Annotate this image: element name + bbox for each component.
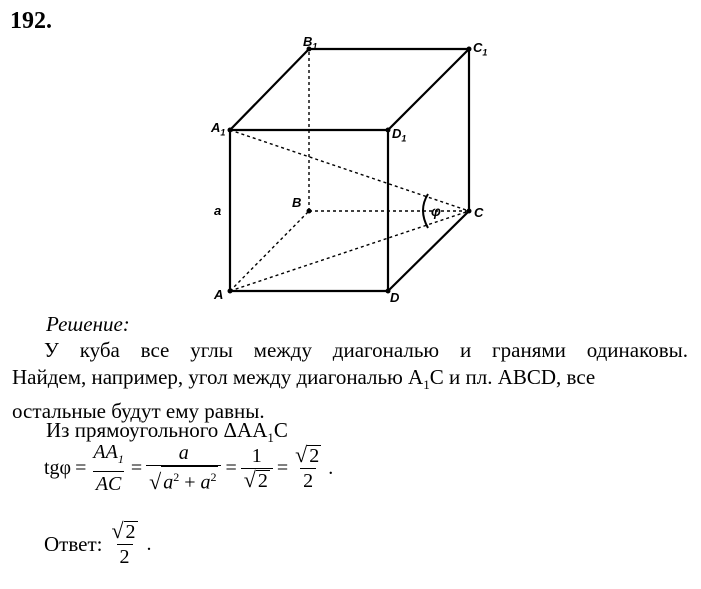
diagonal-a-c bbox=[230, 211, 469, 291]
solution-line-1: У куба все углы между диагональю и гранями одинаковы. bbox=[44, 338, 688, 362]
solution-line-2: Найдем, например, угол между диагональю $A_1C$ и пл. ABCD, все bbox=[12, 365, 596, 393]
fraction-aa1-over-ac: $\frac{AA_1}{AC}$ bbox=[93, 441, 124, 495]
vertex-label-a: A bbox=[214, 287, 224, 302]
vertex-label-b: B bbox=[292, 195, 302, 210]
vertex-label-d: D bbox=[390, 290, 400, 305]
triangle-line: Из прямоугольного $\Delta AA_1C$ bbox=[46, 418, 288, 446]
answer-label: Ответ: bbox=[44, 532, 103, 556]
angle-label-phi: φ bbox=[431, 203, 441, 219]
solution-heading: Решение: bbox=[46, 312, 130, 336]
answer-fraction: √ 2 2 bbox=[111, 518, 136, 568]
edge-label-a: a bbox=[214, 203, 222, 218]
edge-a1-b1 bbox=[230, 49, 309, 130]
vertex-label-c1: $C_1$ bbox=[473, 40, 488, 58]
solution-line-3: остальные будут ему равны. bbox=[12, 399, 265, 424]
edge-d1-c1 bbox=[388, 49, 469, 130]
fraction-a-over-sqrt: a √ $a^2 + a^2$ bbox=[146, 441, 221, 495]
formula-lhs: tgφ bbox=[44, 456, 72, 479]
tangent-formula: tgφ = $\frac{AA_1}{AC}$ = a √ $a^2 + a^2$ = 1 √ 2 = √ 2 2 . bbox=[44, 441, 334, 495]
vertex-label-d1: $D_1$ bbox=[392, 126, 407, 144]
vertex-label-a1: $A_1$ bbox=[211, 120, 226, 138]
solution-text bbox=[12, 337, 688, 425]
edge-d-c bbox=[388, 211, 469, 291]
problem-number: 192. bbox=[10, 8, 52, 34]
edge-a-b bbox=[230, 211, 309, 291]
answer: Ответ: √ 2 2 . bbox=[44, 518, 152, 568]
fraction-sqrt2-over-2: √ 2 2 bbox=[295, 441, 320, 492]
vertex-label-c: C bbox=[474, 205, 484, 220]
diagonal-a1-c bbox=[230, 130, 469, 211]
fraction-1-over-sqrt2: 1 √ 2 bbox=[241, 444, 273, 493]
vertex-label-b1: $B_1$ bbox=[303, 34, 318, 52]
